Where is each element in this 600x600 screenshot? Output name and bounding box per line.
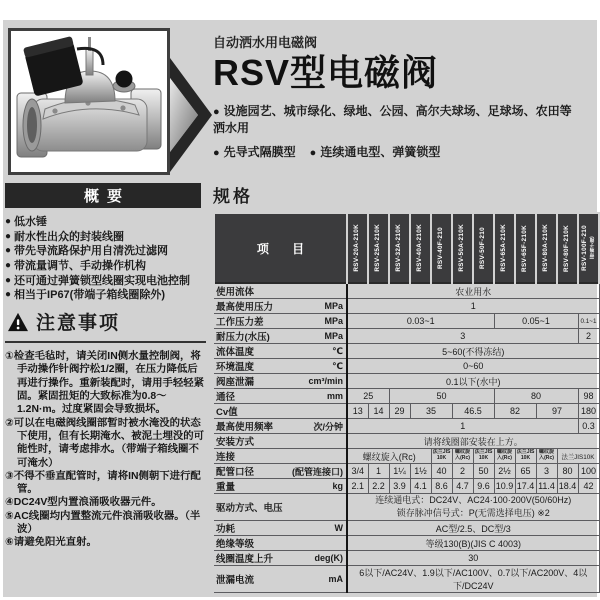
spec-row-label: [214, 374, 347, 389]
spec-cell: 17.4: [515, 479, 536, 494]
spec-cell: 42: [578, 479, 599, 494]
spec-cell: 82: [494, 404, 536, 419]
spec-cell: 5~60(不得冻结): [347, 344, 599, 359]
spec-cell: 0.3: [578, 419, 599, 434]
spec-row-label: [214, 566, 347, 593]
spec-cell: 30: [347, 551, 599, 566]
spec-table: [213, 212, 600, 593]
spec-cell: 3/4: [347, 464, 368, 479]
spec-cell: 连续通电式：DC24V、AC24·100·200V(50/60Hz) 锁存脉冲信号式：P(无需选择电压) ※2: [347, 494, 599, 521]
caution-item: ②可以在电磁阀线圈部暂时被水淹没的状态下使用，但有长期淹水、被泥土埋没的可能性时，请考虑排水。（带端子箱线圈不可淹水）: [5, 417, 205, 469]
spec-column-header: [494, 213, 515, 283]
spec-row-label-text: 工作压力差: [216, 317, 264, 328]
spec-column-header: [368, 213, 389, 283]
feature-text: 先导式隔膜型: [223, 144, 296, 159]
caution-heading: 注意事项: [36, 313, 121, 334]
product-valve-photo: [11, 31, 167, 172]
spec-row-label: [214, 479, 347, 494]
spec-row-unit: MPa: [324, 316, 343, 326]
spec-cell: 2: [578, 329, 599, 344]
spec-cell: 1½: [410, 464, 431, 479]
page-title: RSV型电磁阀: [213, 52, 439, 93]
bullet-icon: ●: [5, 259, 12, 271]
spec-cell: 2: [452, 464, 473, 479]
spec-cell: 0.03~1: [347, 314, 494, 329]
spec-column-header: [473, 213, 494, 283]
spec-cell: 3.9: [389, 479, 410, 494]
spec-cell: 10.9: [494, 479, 515, 494]
product-photo: [8, 28, 170, 175]
spec-cell: 法兰JIS10K: [515, 449, 536, 464]
spec-row-label-text: 安装方式: [216, 437, 255, 448]
spec-cell: 螺纹旋入(Rc): [536, 449, 557, 464]
spec-cell: 4.7: [452, 479, 473, 494]
spec-row-label-text: 连接: [216, 452, 236, 463]
spec-row-label-text: 通径: [216, 392, 236, 403]
spec-row-label-text: 耐压力(水压): [216, 332, 270, 343]
spec-cell: 13: [347, 404, 368, 419]
overview-item: [5, 259, 201, 274]
spec-cell: 29: [389, 404, 410, 419]
spec-cell: 35: [410, 404, 452, 419]
spec-row-label-text: 流体温度: [216, 347, 255, 358]
spec-section: [213, 182, 599, 593]
spec-column-header: [431, 213, 452, 283]
spec-item-header: 项 目: [214, 213, 347, 283]
spec-row-label: [214, 434, 347, 449]
spec-cell: 65: [515, 464, 536, 479]
model-name: RSV-25A-210K: [374, 224, 382, 272]
spec-row-label-text: 配管口径: [216, 467, 255, 478]
spec-row-label: [214, 404, 347, 419]
spec-row-label: [214, 419, 347, 434]
bullet-icon: ●: [213, 105, 220, 118]
spec-column-header: [536, 213, 557, 283]
spec-row-label-text: 泄漏电流: [216, 575, 255, 587]
spec-cell: 97: [536, 404, 578, 419]
header-block: [213, 32, 597, 160]
bullet-icon: ●: [5, 274, 12, 286]
caution-item: ①检查毛毡时，请关闭IN侧水量控制阀，将手动操作针阀拧松1/2圈，在压力降低后再进行操作。重新装配时，请用手轻轻紧固。紧固扭矩的大致标准为0.8～1.2N·m。过度紧固会导致损坏。: [5, 351, 205, 416]
spec-row-label: [214, 344, 347, 359]
spec-cell: 螺纹旋入(Rc): [452, 449, 473, 464]
bullet-icon: ●: [5, 289, 12, 301]
spec-cell: 1¼: [389, 464, 410, 479]
model-name: RSV-80F-210K: [563, 224, 571, 272]
spec-row-unit: 次/分钟: [313, 421, 343, 432]
spec-row-unit: cm³/min: [308, 376, 343, 386]
spec-row-label: [214, 314, 347, 329]
spec-cell: 50: [473, 464, 494, 479]
spec-row-label-text: 环境温度: [216, 362, 255, 373]
caution-item: ⑥请避免阳光直射。: [5, 537, 97, 549]
header-subtitle: 自动洒水用电磁阀: [213, 35, 318, 50]
spec-cell: 3: [536, 464, 557, 479]
spec-row-label-text: 最高使用频率: [216, 422, 274, 433]
spec-heading: 规格: [213, 187, 253, 206]
overview-item-text: 还可通过弹簧锁型线圈实现电池控制: [14, 274, 191, 287]
spec-cell: 180: [578, 404, 599, 419]
spec-cell: 80: [494, 389, 578, 404]
model-name: RSV-40A-210K: [416, 224, 424, 272]
model-note: (带端子箱): [588, 236, 594, 260]
spec-row-unit: W: [334, 523, 343, 534]
spec-cell: 0~60: [347, 359, 599, 374]
caution-section: [5, 308, 206, 550]
spec-column-header: [389, 213, 410, 283]
overview-item-text: 低水锤: [14, 216, 48, 228]
caution-item: ⑤AC线圈均内置整流元件浪涌吸收器。（半波）: [5, 510, 201, 536]
spec-row-unit: MPa: [324, 301, 343, 311]
spec-column-header: [347, 213, 368, 283]
feature-text: 连续通电型、弹簧锁型: [320, 144, 441, 159]
spec-row-label-text: 重量: [216, 482, 236, 493]
overview-item: [5, 274, 201, 289]
spec-cell: 0.1~1: [578, 314, 599, 329]
spec-row-label: [214, 329, 347, 344]
spec-cell: 9.6: [473, 479, 494, 494]
spec-cell: 0.05~1: [494, 314, 578, 329]
spec-column-header: [515, 213, 536, 283]
spec-cell: 螺纹旋入(Rc): [494, 449, 515, 464]
spec-row-label-text: 绝缘等级: [216, 539, 255, 551]
spec-cell: 农业用水: [347, 283, 599, 299]
spec-row-label-text: 线圈温度上升: [216, 554, 274, 566]
arrow-right-chevron-icon: [168, 56, 212, 174]
warning-triangle-icon: [7, 312, 29, 332]
spec-row-label-text: 功耗: [216, 524, 236, 536]
spec-cell: 4.1: [410, 479, 431, 494]
caution-list: [5, 350, 206, 550]
spec-cell: 40: [431, 464, 452, 479]
spec-cell: 等级130(B)(JIS C 4003): [347, 536, 599, 551]
feature-text: 设施园艺、城市绿化、绿地、公园、高尔夫球场、足球场、农田等洒水用: [213, 103, 572, 135]
spec-cell: 请将线圈部安装在上方。: [347, 434, 599, 449]
overview-item-text: 相当于IP67(带端子箱线圈除外): [14, 289, 166, 302]
spec-row-label: [214, 283, 347, 299]
overview-item: [5, 244, 201, 259]
spec-column-header: [410, 213, 431, 283]
spec-cell: 0.1以下(水中): [347, 374, 599, 389]
spec-cell: 1: [347, 419, 578, 434]
bullet-icon: ●: [5, 230, 12, 242]
spec-cell: 25: [347, 389, 389, 404]
spec-row-label: [214, 464, 347, 479]
caution-divider: [5, 341, 206, 343]
spec-cell: 3: [347, 329, 578, 344]
spec-row-label: [214, 359, 347, 374]
caution-item: ④DC24V型内置浪涌吸收器元件。: [5, 497, 162, 509]
model-name: RSV-65F-210K: [521, 224, 529, 272]
spec-column-header: [578, 213, 599, 283]
spec-cell: 80: [557, 464, 578, 479]
overview-item: [5, 288, 201, 303]
spec-cell: 18.4: [557, 479, 578, 494]
spec-row-label: [214, 299, 347, 314]
feature-item: [213, 102, 583, 136]
spec-cell: 46.5: [452, 404, 494, 419]
overview-list: [5, 215, 201, 303]
spec-row-label-text: 使用流体: [216, 287, 255, 298]
spec-row-label: [214, 494, 347, 521]
spec-cell: 11.4: [536, 479, 557, 494]
spec-cell: 2.2: [368, 479, 389, 494]
spec-cell: 1: [347, 299, 599, 314]
bullet-icon: ●: [309, 146, 317, 159]
spec-row-label: [214, 389, 347, 404]
spec-cell: 8.6: [431, 479, 452, 494]
spec-row-unit: mA: [328, 574, 343, 585]
bullet-icon: ●: [213, 146, 220, 159]
spec-cell: 2.1: [347, 479, 368, 494]
spec-row-unit: deg(K): [314, 553, 343, 564]
spec-row-unit: (配管连接口): [292, 466, 343, 477]
spec-row-unit: ℃: [332, 360, 343, 371]
spec-cell: 法兰JIS10K: [557, 449, 599, 464]
overview-item-text: 耐水性出众的封装线圈: [14, 230, 125, 243]
spec-row-label-text: 驱动方式、电压: [216, 503, 283, 515]
spec-row-unit: MPa: [324, 331, 343, 341]
page-background: [3, 20, 597, 597]
spec-row-unit: ℃: [332, 345, 343, 356]
spec-row-label: [214, 536, 347, 551]
spec-column-header: [557, 213, 578, 283]
overview-heading: 概要: [5, 183, 201, 208]
bullet-icon: ●: [5, 245, 12, 257]
spec-row-label: [214, 449, 347, 464]
spec-cell: 14: [368, 404, 389, 419]
bullet-icon: ●: [5, 216, 12, 227]
spec-row-label: [214, 521, 347, 536]
spec-row-label-text: 阀座泄漏: [216, 377, 255, 388]
spec-cell: 1: [368, 464, 389, 479]
feature-list: [213, 102, 597, 160]
spec-cell: 2½: [494, 464, 515, 479]
model-name: RSV-20A-210K: [353, 224, 361, 272]
model-name: RSV-40F-210: [437, 226, 445, 270]
spec-cell: 法兰JIS10K: [473, 449, 494, 464]
spec-cell: AC型/2.5、DC型/3: [347, 521, 599, 536]
overview-item-text: 带流量调节、手动操作机构: [14, 259, 147, 272]
spec-row-label: [214, 551, 347, 566]
spec-cell: 98: [578, 389, 599, 404]
spec-cell: 螺纹旋入(Rc): [347, 449, 431, 464]
feature-item: [213, 143, 296, 160]
spec-row-unit: kg: [332, 481, 343, 491]
spec-row-label-text: Cv值: [216, 407, 238, 418]
model-name: RSV-65A-210K: [500, 224, 508, 272]
caution-header: [5, 308, 206, 335]
model-name: RSV-50A-210K: [458, 224, 466, 272]
model-name: RSV-80A-210K: [542, 224, 550, 272]
overview-section: [5, 183, 201, 303]
spec-cell: 法兰JIS10K: [431, 449, 452, 464]
spec-row-unit: mm: [326, 391, 343, 401]
overview-item: [5, 230, 201, 245]
overview-item-text: 带先导流路保护用自清洗过滤网: [14, 245, 169, 258]
spec-cell: 6以下/AC24V、1.9以下/AC100V、0.7以下/AC200V、4以下/DC24V: [347, 566, 599, 593]
spec-row-label-text: 最高使用压力: [216, 302, 274, 313]
caution-item: ③不得不垂直配管时，请将IN侧朝下进行配管。: [5, 470, 201, 496]
model-name: RSV-50F-210: [479, 226, 487, 270]
spec-column-header: [452, 213, 473, 283]
feature-item: [310, 143, 441, 160]
spec-cell: 100: [578, 464, 599, 479]
model-name: RSV-100F-210: [581, 225, 589, 271]
spec-cell: 50: [389, 389, 494, 404]
model-name: RSV-32A-210K: [395, 224, 403, 272]
overview-item: [5, 215, 201, 230]
